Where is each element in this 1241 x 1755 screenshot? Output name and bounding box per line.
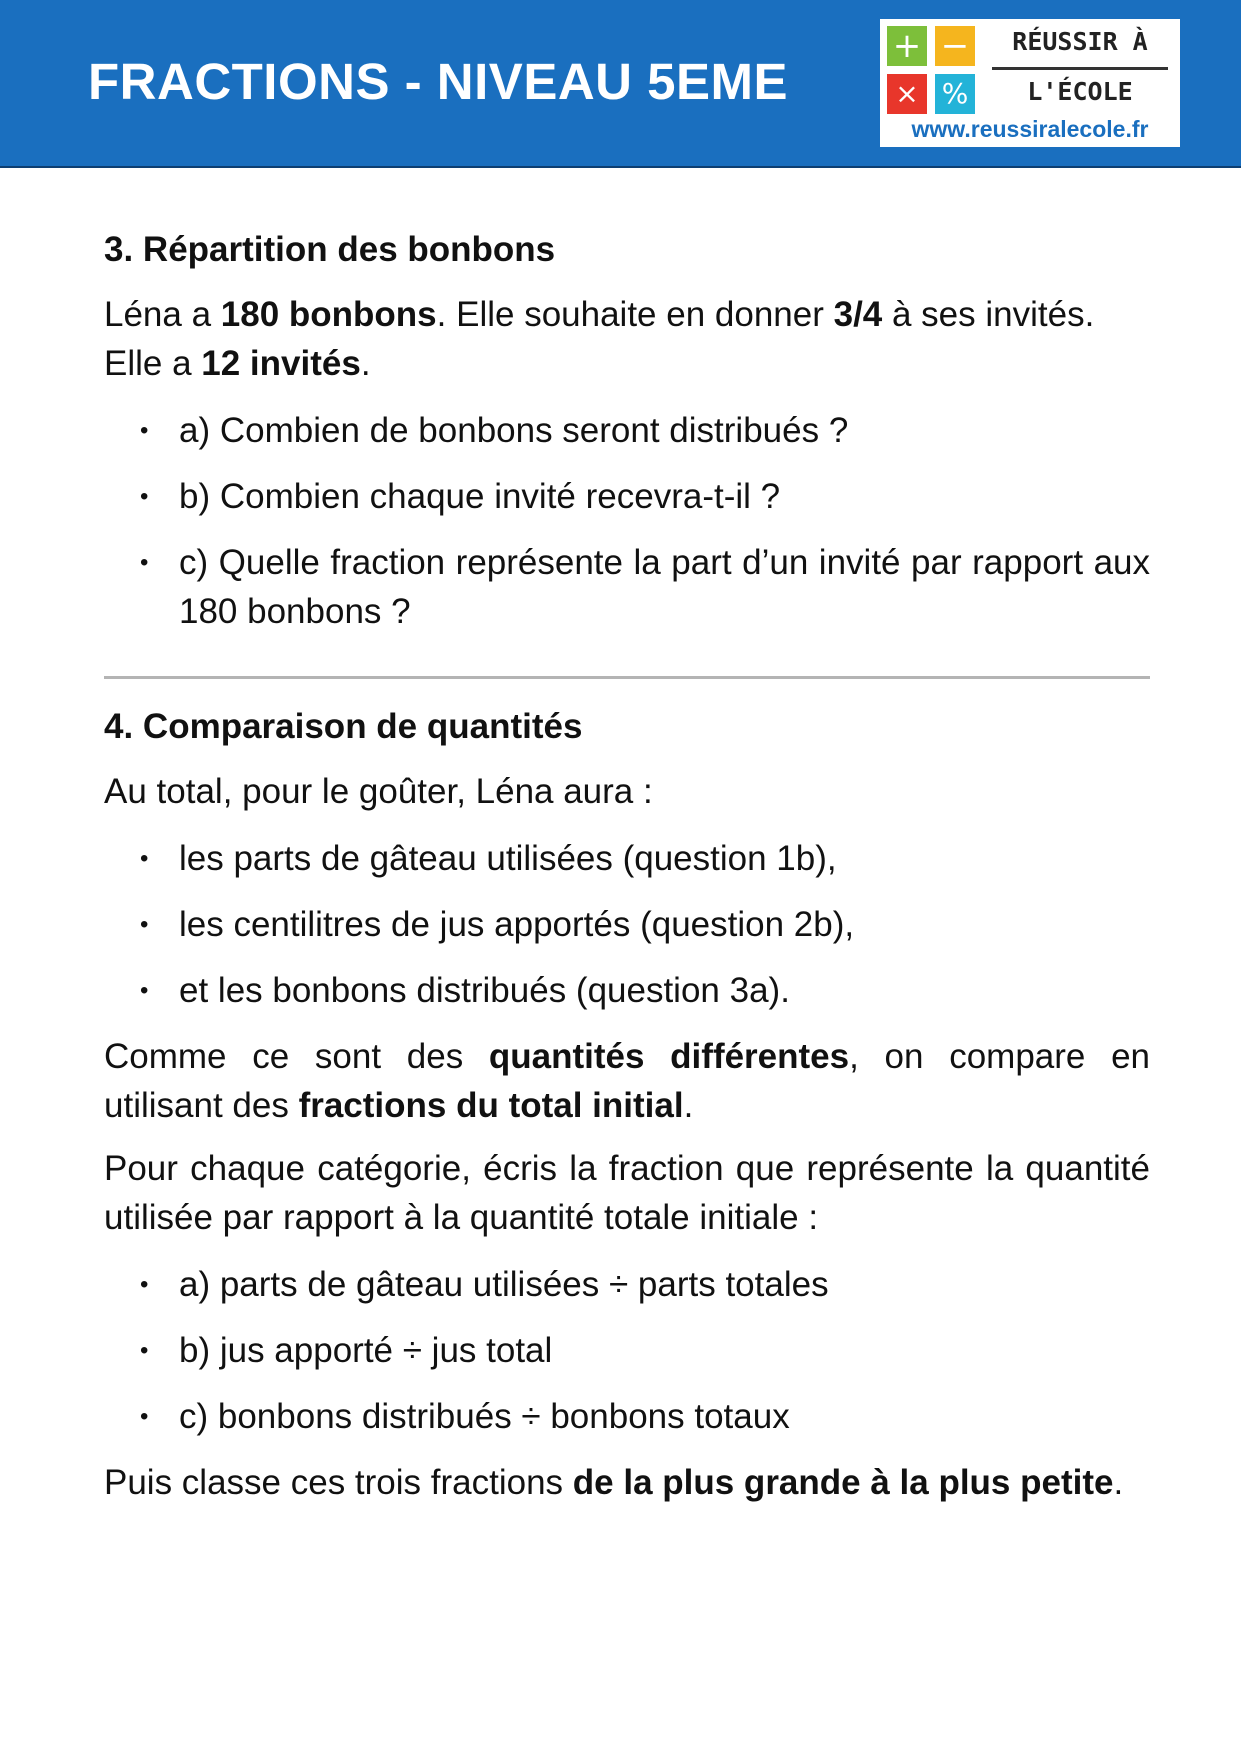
section-4-items xyxy=(104,834,1150,1015)
list-item: • c) Quelle fraction représente la part d’un invité par rapport aux 180 bonbons ? xyxy=(104,538,1150,636)
percent-icon: % xyxy=(935,74,975,114)
worksheet-content xyxy=(104,228,1150,1521)
list-item: • les centilitres de jus apportés (question 2b), xyxy=(104,900,1150,949)
list-item: • b) jus apporté ÷ jus total xyxy=(104,1326,1150,1375)
bold-run: 180 bonbons xyxy=(220,295,437,334)
header-title: FRACTIONS - NIVEAU 5EME xyxy=(88,53,789,110)
text-run: . Elle souhaite en donner xyxy=(436,295,834,334)
section-4-sub-items xyxy=(104,1260,1150,1441)
list-item: • a) parts de gâteau utilisées ÷ parts totales xyxy=(104,1260,1150,1309)
section-3-questions xyxy=(104,406,1150,636)
logo-url-link[interactable]: www.reussiralecole.fr xyxy=(911,116,1149,142)
bold-run: fractions du total initial xyxy=(298,1086,684,1125)
list-item: • a) Combien de bonbons seront distribués ? xyxy=(104,406,1150,455)
text-run: Elle a xyxy=(104,344,202,383)
logo-text-line2: L'ÉCOLE xyxy=(1027,77,1133,106)
list-item: • c) bonbons distribués ÷ bonbons totaux xyxy=(104,1392,1150,1441)
logo-separator xyxy=(992,67,1168,70)
list-item: • et les bonbons distribués (question 3a). xyxy=(104,966,1150,1015)
bold-run: 3/4 xyxy=(833,295,883,334)
plus-icon: + xyxy=(887,26,927,66)
math-operators-logo xyxy=(887,26,979,114)
section-4-instruction: Pour chaque catégorie, écris la fraction que représente la quantité utilisée par rapport à la quantité totale initiale : xyxy=(104,1149,1150,1237)
list-item: • b) Combien chaque invité recevra-t-il ? xyxy=(104,472,1150,521)
bold-run: de la plus grande à la plus petite xyxy=(572,1463,1114,1502)
section-4-intro: Au total, pour le goûter, Léna aura : xyxy=(104,772,653,811)
site-logo[interactable] xyxy=(880,19,1180,147)
section-3-guests xyxy=(104,339,1150,388)
list-item: • les parts de gâteau utilisées (question 1b), xyxy=(104,834,1150,883)
text-run: Comme ce sont des xyxy=(104,1037,489,1076)
minus-icon: − xyxy=(935,26,975,66)
multiply-icon: × xyxy=(887,74,927,114)
section-4-final xyxy=(104,1458,1150,1507)
text-run: , on compare en utilisant des xyxy=(104,1037,1151,1125)
page-header xyxy=(0,0,1241,168)
section-4-title: 4. Comparaison de quantités xyxy=(104,707,583,746)
bold-run: quantités différentes xyxy=(488,1037,850,1076)
section-divider xyxy=(104,676,1150,679)
logo-text-line1: RÉUSSIR À xyxy=(1012,27,1148,56)
bold-run: 12 invités xyxy=(201,344,361,383)
text-run: Puis classe ces trois fractions xyxy=(104,1463,573,1502)
text-run: Léna a xyxy=(104,295,221,334)
section-4-compare xyxy=(104,1032,1150,1130)
section-3-intro xyxy=(104,290,1150,339)
text-run: à ses invités. xyxy=(882,295,1095,334)
text-run: . xyxy=(683,1086,694,1125)
section-3-title: 3. Répartition des bonbons xyxy=(104,230,556,269)
text-run: . xyxy=(360,344,371,383)
text-run: . xyxy=(1113,1463,1124,1502)
